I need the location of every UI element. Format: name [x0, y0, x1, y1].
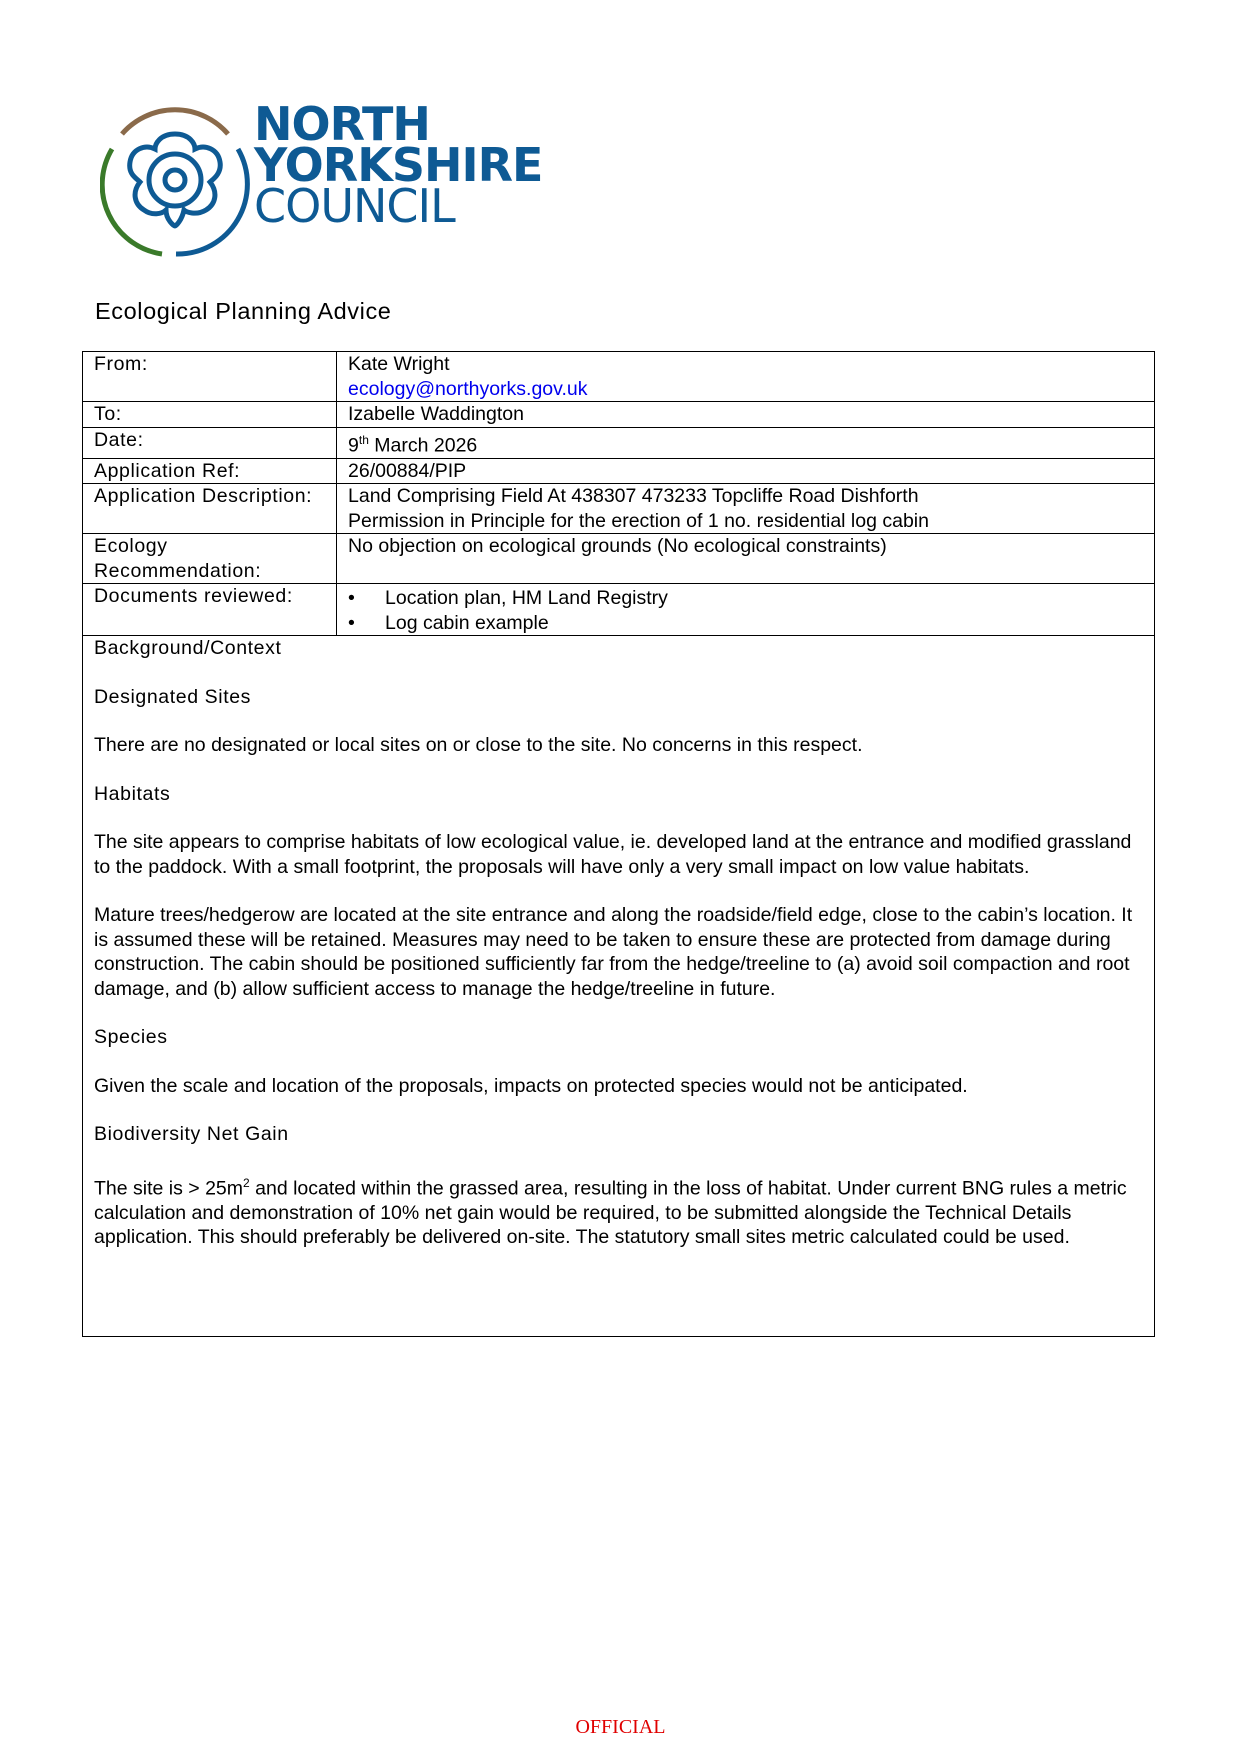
bng-superscript: 2 [243, 1175, 250, 1190]
council-logo [100, 97, 543, 260]
description-line-1: Land Comprising Field At 438307 473233 Topcliffe Road Dishforth [348, 485, 919, 507]
logo-line-2: YORKSHIRE [254, 138, 543, 192]
list-item: • Location plan, HM Land Registry [375, 586, 1143, 611]
table-row [83, 584, 1155, 636]
bng-text [94, 1171, 1143, 1250]
documents-value [337, 584, 1155, 636]
recommendation-value: No objection on ecological grounds (No ecological constraints) [337, 534, 1155, 584]
designated-sites-text: There are no designated or local sites on or close to the site. No concerns in this respect. [94, 734, 863, 756]
description-label: Application Description: [83, 484, 337, 534]
from-email-link[interactable]: ecology@northyorks.gov.uk [348, 377, 588, 400]
classification-footer: OFFICIAL [575, 1716, 666, 1738]
background-heading: Background/Context [94, 637, 282, 659]
bng-heading: Biodiversity Net Gain [94, 1123, 289, 1145]
logo-line-1: NORTH [254, 97, 430, 151]
designated-sites-heading: Designated Sites [94, 685, 252, 708]
table-row [83, 427, 1155, 458]
date-value [337, 427, 1155, 458]
from-name: Kate Wright [348, 353, 450, 375]
to-value: Izabelle Waddington [337, 402, 1155, 428]
logo-wordmark [254, 97, 543, 233]
documents-label: Documents reviewed: [83, 584, 337, 636]
table-row [83, 534, 1155, 584]
recommendation-label: Ecology Recommendation: [83, 534, 337, 584]
to-label: To: [83, 402, 337, 428]
table-row [83, 484, 1155, 534]
table-row [83, 636, 1155, 1337]
date-label: Date: [83, 427, 337, 458]
background-section [83, 636, 1155, 1337]
list-item: • Log cabin example [375, 611, 1143, 636]
from-label: From: [83, 352, 337, 402]
date-day: 9 [348, 434, 359, 456]
bng-text-start: The site is > 25m [94, 1177, 244, 1199]
habitats-paragraph-2: Mature trees/hedgerow are located at the site entrance and along the roadside/field edge, close to the cabin’s location. It is assumed these will be retained. Measures may need to be taken to ensure these are protected from damage during construction. The cabin should be positioned sufficiently far from the hedge/treeline to (a) avoid soil compaction and root damage, and (b) allow sufficient access to manage the hedge/treeline in future. [94, 904, 1133, 1000]
document-title: Ecological Planning Advice [95, 298, 392, 324]
logo-line-3: COUNCIL [254, 179, 455, 233]
ref-label: Application Ref: [83, 458, 337, 484]
date-rest: March 2026 [368, 434, 478, 456]
table-row [83, 402, 1155, 428]
habitats-heading: Habitats [94, 782, 171, 805]
table-row [83, 352, 1155, 402]
species-text: Given the scale and location of the proposals, impacts on protected species would not be anticipated. [94, 1074, 968, 1097]
bng-text-end: and located within the grassed area, resulting in the loss of habitat. Under current BNG rules a metric calculation and demonstration of 10% net gain would be required, to be submitted alongside the Technical Details application. This should preferably be delivered on-site. The statutory small sites metric calculated could be used. [94, 1177, 1127, 1248]
habitats-paragraph-1: The site appears to comprise habitats of low ecological value, ie. developed land at the entrance and modified grassland to the paddock. With a small footprint, the proposals will have only a very small impact on low value habitats. [94, 831, 1132, 878]
from-value [337, 352, 1155, 402]
advice-table [82, 351, 1155, 1337]
yorkshire-rose-icon [100, 104, 250, 260]
date-suffix: th [358, 432, 369, 447]
documents-list [348, 586, 1143, 635]
description-line-2: Permission in Principle for the erection of 1 no. residential log cabin [348, 509, 929, 532]
description-value [337, 484, 1155, 534]
ref-value: 26/00884/PIP [337, 458, 1155, 484]
table-row [83, 458, 1155, 484]
species-heading: Species [94, 1026, 168, 1048]
